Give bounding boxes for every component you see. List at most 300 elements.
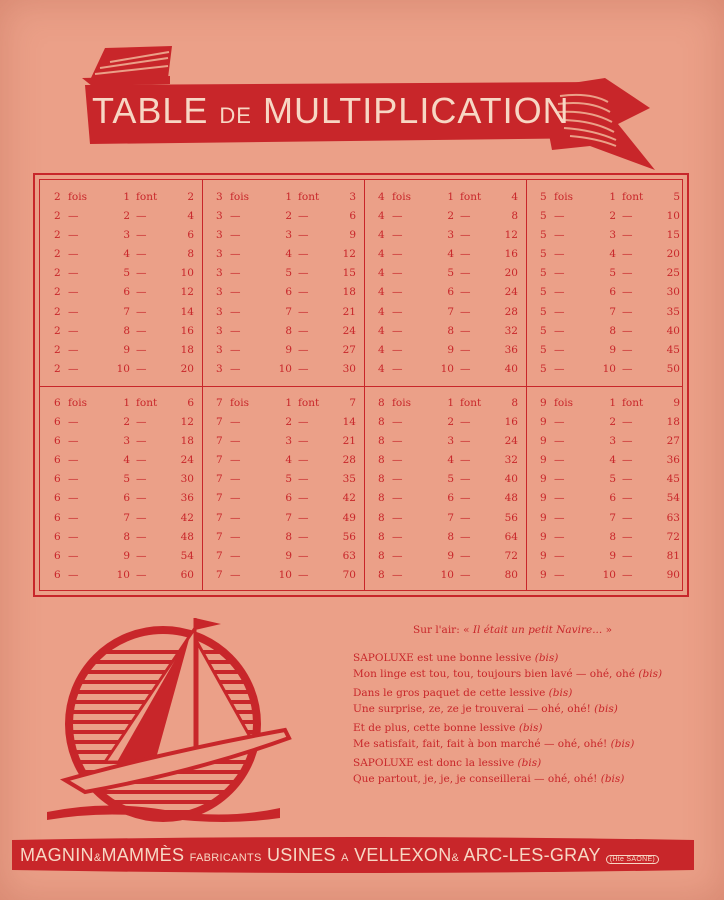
table-row bbox=[368, 341, 530, 360]
table-row bbox=[530, 489, 692, 508]
operator: — bbox=[68, 286, 79, 299]
manufacturer-line bbox=[20, 838, 692, 872]
multiplier: 8 bbox=[609, 324, 616, 337]
table-row bbox=[530, 509, 692, 528]
multiplicand: 7 bbox=[216, 454, 223, 467]
operator: — bbox=[230, 435, 241, 448]
multiplier: 3 bbox=[447, 229, 454, 242]
table-row bbox=[206, 322, 368, 341]
product: 35 bbox=[342, 473, 356, 486]
equals: — bbox=[298, 473, 309, 486]
equals: — bbox=[622, 568, 633, 581]
product: 24 bbox=[342, 324, 356, 337]
multiplier: 5 bbox=[609, 267, 616, 280]
multiplicand: 7 bbox=[216, 568, 223, 581]
equals: — bbox=[136, 473, 147, 486]
table-row bbox=[44, 547, 206, 566]
lyric-line: Dans le gros paquet de cette lessive bbox=[353, 687, 546, 699]
multiplier: 7 bbox=[123, 305, 130, 318]
multiplier: 1 bbox=[285, 397, 292, 409]
equals: — bbox=[460, 435, 471, 448]
multiplicand: 6 bbox=[54, 397, 61, 409]
operator: — bbox=[392, 435, 403, 448]
table-row bbox=[206, 394, 368, 413]
equals: — bbox=[460, 568, 471, 581]
song-air-suffix: » bbox=[605, 624, 612, 636]
equals: — bbox=[136, 305, 147, 318]
verse-2 bbox=[353, 685, 703, 717]
multiplier: 4 bbox=[123, 454, 130, 467]
table-row bbox=[44, 470, 206, 489]
multiplicand: 2 bbox=[54, 324, 61, 337]
equals: — bbox=[622, 229, 633, 242]
operator: — bbox=[230, 530, 241, 543]
multiplicand: 9 bbox=[540, 549, 547, 562]
operator: fois bbox=[554, 397, 573, 409]
sailboat-emblem bbox=[45, 612, 305, 824]
equals: — bbox=[298, 435, 309, 448]
lyric-line: Une surprise, ze, ze je trouverai — ohé, ohé! bbox=[353, 703, 591, 715]
place-vellexon: VELLEXON bbox=[354, 845, 452, 865]
equals: — bbox=[298, 492, 309, 505]
bis-marker: (bis) bbox=[548, 687, 573, 699]
multiplier: 1 bbox=[123, 191, 130, 203]
product: 24 bbox=[504, 435, 518, 448]
table-row bbox=[530, 245, 692, 264]
equals: — bbox=[298, 549, 309, 562]
operator: — bbox=[230, 324, 241, 337]
times-table-3 bbox=[206, 188, 368, 388]
product: 56 bbox=[342, 530, 356, 543]
multiplier: 8 bbox=[123, 530, 130, 543]
multiplier: 2 bbox=[285, 210, 292, 223]
operator: — bbox=[554, 267, 565, 280]
page-title bbox=[92, 86, 570, 136]
product: 54 bbox=[180, 549, 194, 562]
equals: font bbox=[622, 397, 644, 409]
table-row bbox=[530, 303, 692, 322]
operator: — bbox=[392, 362, 403, 375]
product: 20 bbox=[180, 362, 194, 375]
equals: — bbox=[622, 492, 633, 505]
equals: — bbox=[460, 210, 471, 223]
multiplicand: 8 bbox=[378, 473, 385, 486]
title-word-table: TABLE bbox=[92, 90, 209, 131]
multiplicand: 9 bbox=[540, 473, 547, 486]
multiplicand: 9 bbox=[540, 397, 547, 409]
operator: fois bbox=[392, 397, 411, 409]
product: 21 bbox=[342, 435, 356, 448]
equals: — bbox=[460, 416, 471, 429]
table-row bbox=[530, 341, 692, 360]
equals: — bbox=[298, 416, 309, 429]
table-row bbox=[44, 245, 206, 264]
equals: font bbox=[298, 191, 320, 203]
table-row bbox=[206, 264, 368, 283]
multiplicand: 7 bbox=[216, 397, 223, 409]
table-row bbox=[368, 413, 530, 432]
table-row bbox=[368, 303, 530, 322]
equals: font bbox=[298, 397, 320, 409]
multiplicand: 7 bbox=[216, 435, 223, 448]
table-row bbox=[530, 360, 692, 379]
times-table-4 bbox=[368, 188, 530, 388]
operator: — bbox=[554, 511, 565, 524]
equals: font bbox=[136, 191, 158, 203]
equals: — bbox=[298, 568, 309, 581]
operator: — bbox=[392, 454, 403, 467]
bis-marker: (bis) bbox=[600, 773, 625, 785]
product: 12 bbox=[180, 286, 194, 299]
operator: — bbox=[68, 416, 79, 429]
multiplicand: 5 bbox=[540, 305, 547, 318]
multiplier: 1 bbox=[285, 191, 292, 203]
operator: — bbox=[554, 492, 565, 505]
equals: — bbox=[136, 229, 147, 242]
lyric-line: Que partout, je, je, je conseillerai — ohé, ohé! bbox=[353, 773, 598, 785]
lyric-line: SAPOLUXE est une bonne lessive bbox=[353, 652, 532, 664]
operator: — bbox=[554, 362, 565, 375]
operator: — bbox=[230, 568, 241, 581]
table-row bbox=[44, 283, 206, 302]
multiplier: 6 bbox=[123, 492, 130, 505]
multiplicand: 8 bbox=[378, 549, 385, 562]
equals: — bbox=[460, 343, 471, 356]
table-row bbox=[206, 432, 368, 451]
product: 6 bbox=[349, 210, 356, 223]
equals: — bbox=[622, 362, 633, 375]
multiplier: 8 bbox=[285, 324, 292, 337]
table-row bbox=[206, 360, 368, 379]
product: 8 bbox=[511, 210, 518, 223]
multiplier: 6 bbox=[285, 286, 292, 299]
multiplier: 1 bbox=[447, 191, 454, 203]
equals: — bbox=[136, 454, 147, 467]
table-row bbox=[368, 470, 530, 489]
equals: — bbox=[460, 511, 471, 524]
table-row bbox=[206, 245, 368, 264]
bis-marker: (bis) bbox=[517, 757, 542, 769]
multiplicand: 7 bbox=[216, 511, 223, 524]
lyric-line: Et de plus, cette bonne lessive bbox=[353, 722, 516, 734]
equals: font bbox=[460, 397, 482, 409]
table-row bbox=[206, 547, 368, 566]
multiplicand: 6 bbox=[54, 511, 61, 524]
product: 36 bbox=[180, 492, 194, 505]
table-row bbox=[206, 303, 368, 322]
operator: — bbox=[68, 324, 79, 337]
multiplicand: 7 bbox=[216, 530, 223, 543]
operator: — bbox=[230, 286, 241, 299]
operator: — bbox=[392, 248, 403, 261]
operator: — bbox=[230, 473, 241, 486]
multiplicand: 5 bbox=[540, 229, 547, 242]
product: 9 bbox=[349, 229, 356, 242]
operator: — bbox=[554, 343, 565, 356]
multiplier: 7 bbox=[609, 305, 616, 318]
multiplier: 10 bbox=[116, 568, 130, 581]
multiplier: 10 bbox=[602, 568, 616, 581]
table-row bbox=[368, 245, 530, 264]
multiplier: 3 bbox=[447, 435, 454, 448]
table-row bbox=[44, 226, 206, 245]
equals: — bbox=[298, 511, 309, 524]
equals: — bbox=[622, 267, 633, 280]
equals: — bbox=[136, 248, 147, 261]
product: 8 bbox=[187, 248, 194, 261]
operator: — bbox=[392, 568, 403, 581]
multiplier: 6 bbox=[447, 286, 454, 299]
verse-3 bbox=[353, 720, 703, 752]
multiplicand: 4 bbox=[378, 267, 385, 280]
operator: — bbox=[554, 416, 565, 429]
product: 40 bbox=[504, 473, 518, 486]
operator: — bbox=[68, 362, 79, 375]
multiplier: 3 bbox=[609, 435, 616, 448]
product: 8 bbox=[511, 397, 518, 409]
product: 4 bbox=[187, 210, 194, 223]
multiplicand: 2 bbox=[54, 210, 61, 223]
operator: — bbox=[68, 454, 79, 467]
operator: — bbox=[230, 343, 241, 356]
table-row bbox=[206, 207, 368, 226]
times-table-9 bbox=[530, 394, 692, 594]
operator: — bbox=[68, 210, 79, 223]
equals: — bbox=[460, 286, 471, 299]
product: 27 bbox=[666, 435, 680, 448]
multiplier: 8 bbox=[447, 324, 454, 337]
equals: font bbox=[136, 397, 158, 409]
product: 18 bbox=[180, 343, 194, 356]
product: 24 bbox=[504, 286, 518, 299]
table-row bbox=[368, 360, 530, 379]
equals: — bbox=[136, 362, 147, 375]
product: 24 bbox=[180, 454, 194, 467]
row-divider bbox=[40, 386, 682, 387]
multiplier: 2 bbox=[123, 210, 130, 223]
product: 64 bbox=[504, 530, 518, 543]
multiplicand: 2 bbox=[54, 343, 61, 356]
multiplicand: 7 bbox=[216, 473, 223, 486]
product: 6 bbox=[187, 397, 194, 409]
column-divider bbox=[202, 180, 203, 590]
operator: — bbox=[68, 248, 79, 261]
equals: — bbox=[460, 473, 471, 486]
equals: — bbox=[298, 530, 309, 543]
equals: — bbox=[136, 343, 147, 356]
equals: — bbox=[622, 305, 633, 318]
equals: — bbox=[136, 435, 147, 448]
multiplicand: 8 bbox=[378, 454, 385, 467]
operator: — bbox=[68, 568, 79, 581]
operator: — bbox=[230, 362, 241, 375]
product: 15 bbox=[342, 267, 356, 280]
table-row bbox=[206, 470, 368, 489]
equals: — bbox=[298, 454, 309, 467]
multiplicand: 3 bbox=[216, 305, 223, 318]
equals: — bbox=[622, 511, 633, 524]
table-row bbox=[530, 547, 692, 566]
multiplicand: 5 bbox=[540, 267, 547, 280]
multiplier: 1 bbox=[123, 397, 130, 409]
operator: — bbox=[230, 492, 241, 505]
multiplier: 2 bbox=[609, 210, 616, 223]
table-row bbox=[530, 322, 692, 341]
table-row bbox=[368, 451, 530, 470]
table-row bbox=[206, 489, 368, 508]
table-row bbox=[44, 322, 206, 341]
multiplicand: 3 bbox=[216, 286, 223, 299]
table-row bbox=[368, 528, 530, 547]
multiplicand: 4 bbox=[378, 191, 385, 203]
verse-1 bbox=[353, 650, 703, 682]
multiplicand: 6 bbox=[54, 473, 61, 486]
multiplicand: 4 bbox=[378, 210, 385, 223]
table-row bbox=[368, 566, 530, 585]
lyric-line: Mon linge est tou, tou, toujours bien lavé — ohé, ohé bbox=[353, 668, 636, 680]
song-air-line bbox=[353, 622, 703, 638]
multiplier: 10 bbox=[440, 362, 454, 375]
multiplicand: 3 bbox=[216, 229, 223, 242]
multiplicand: 9 bbox=[540, 530, 547, 543]
product: 32 bbox=[504, 324, 518, 337]
multiplier: 10 bbox=[440, 568, 454, 581]
operator: — bbox=[554, 229, 565, 242]
operator: — bbox=[392, 229, 403, 242]
multiplier: 4 bbox=[285, 248, 292, 261]
multiplier: 7 bbox=[123, 511, 130, 524]
table-row bbox=[44, 264, 206, 283]
operator: — bbox=[392, 210, 403, 223]
product: 56 bbox=[504, 511, 518, 524]
equals: — bbox=[460, 229, 471, 242]
product: 54 bbox=[666, 492, 680, 505]
table-row bbox=[530, 566, 692, 585]
table-row bbox=[44, 413, 206, 432]
table-row bbox=[206, 566, 368, 585]
operator: — bbox=[68, 229, 79, 242]
operator: — bbox=[554, 286, 565, 299]
multiplicand: 3 bbox=[216, 324, 223, 337]
operator: — bbox=[68, 492, 79, 505]
multiplier: 10 bbox=[278, 362, 292, 375]
multiplicand: 9 bbox=[540, 454, 547, 467]
operator: — bbox=[68, 435, 79, 448]
multiplier: 2 bbox=[609, 416, 616, 429]
table-row bbox=[530, 264, 692, 283]
multiplicand: 9 bbox=[540, 511, 547, 524]
multiplier: 5 bbox=[447, 267, 454, 280]
multiplier: 4 bbox=[123, 248, 130, 261]
product: 12 bbox=[342, 248, 356, 261]
multiplication-table bbox=[33, 173, 689, 597]
multiplicand: 4 bbox=[378, 343, 385, 356]
table-row bbox=[206, 509, 368, 528]
multiplicand: 4 bbox=[378, 362, 385, 375]
multiplicand: 7 bbox=[216, 492, 223, 505]
product: 70 bbox=[342, 568, 356, 581]
multiplier: 3 bbox=[123, 229, 130, 242]
operator: — bbox=[554, 210, 565, 223]
column-divider bbox=[364, 180, 365, 590]
multiplicand: 4 bbox=[378, 248, 385, 261]
multiplier: 5 bbox=[123, 267, 130, 280]
operator: — bbox=[392, 473, 403, 486]
title-word-de: DE bbox=[219, 103, 252, 128]
multiplier: 9 bbox=[123, 549, 130, 562]
times-table-7 bbox=[206, 394, 368, 594]
table-row bbox=[44, 207, 206, 226]
operator: — bbox=[68, 343, 79, 356]
fabricants-label: FABRICANTS bbox=[189, 852, 262, 864]
product: 48 bbox=[180, 530, 194, 543]
table-row bbox=[368, 489, 530, 508]
multiplicand: 8 bbox=[378, 492, 385, 505]
operator: fois bbox=[392, 191, 411, 203]
multiplicand: 8 bbox=[378, 397, 385, 409]
product: 50 bbox=[666, 362, 680, 375]
product: 9 bbox=[673, 397, 680, 409]
multiplicand: 5 bbox=[540, 210, 547, 223]
product: 18 bbox=[666, 416, 680, 429]
table-row bbox=[206, 528, 368, 547]
table-row bbox=[530, 528, 692, 547]
equals: — bbox=[622, 248, 633, 261]
multiplier: 5 bbox=[447, 473, 454, 486]
equals: — bbox=[136, 568, 147, 581]
table-row bbox=[206, 226, 368, 245]
table-row bbox=[44, 566, 206, 585]
table-row bbox=[530, 451, 692, 470]
multiplicand: 2 bbox=[54, 305, 61, 318]
operator: — bbox=[392, 530, 403, 543]
equals: — bbox=[622, 530, 633, 543]
operator: — bbox=[68, 511, 79, 524]
lyric-line: SAPOLUXE est donc la lessive bbox=[353, 757, 515, 769]
operator: — bbox=[230, 416, 241, 429]
multiplicand: 2 bbox=[54, 248, 61, 261]
equals: — bbox=[460, 454, 471, 467]
operator: — bbox=[230, 267, 241, 280]
bis-marker: (bis) bbox=[610, 738, 635, 750]
multiplier: 3 bbox=[285, 229, 292, 242]
table-row bbox=[206, 188, 368, 207]
table-row bbox=[530, 207, 692, 226]
product: 27 bbox=[342, 343, 356, 356]
operator: fois bbox=[554, 191, 573, 203]
product: 45 bbox=[666, 343, 680, 356]
product: 72 bbox=[666, 530, 680, 543]
multiplicand: 5 bbox=[540, 343, 547, 356]
multiplicand: 3 bbox=[216, 210, 223, 223]
multiplicand: 6 bbox=[54, 435, 61, 448]
operator: — bbox=[554, 473, 565, 486]
product: 30 bbox=[180, 473, 194, 486]
song-lyrics bbox=[353, 622, 703, 790]
multiplicand: 8 bbox=[378, 530, 385, 543]
product: 90 bbox=[666, 568, 680, 581]
table-row bbox=[206, 451, 368, 470]
product: 42 bbox=[342, 492, 356, 505]
equals: — bbox=[298, 305, 309, 318]
product: 40 bbox=[666, 324, 680, 337]
operator: — bbox=[554, 305, 565, 318]
bis-marker: (bis) bbox=[638, 668, 663, 680]
product: 30 bbox=[342, 362, 356, 375]
table-row bbox=[44, 341, 206, 360]
product: 63 bbox=[666, 511, 680, 524]
multiplicand: 3 bbox=[216, 362, 223, 375]
